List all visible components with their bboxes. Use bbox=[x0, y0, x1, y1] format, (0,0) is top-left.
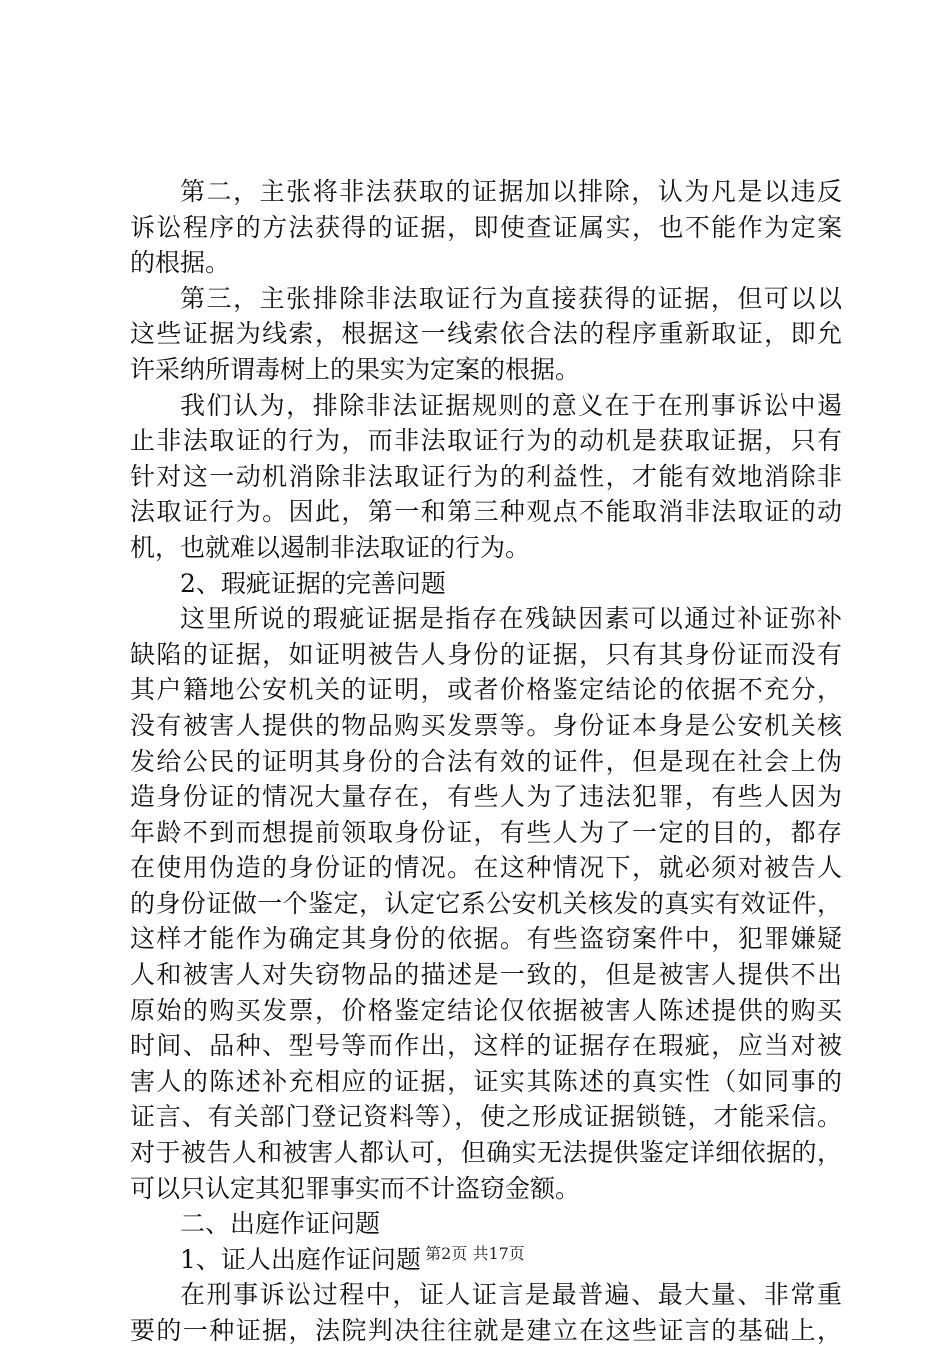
text-line: 这些证据为线索，根据这一线索依合法的程序重新取证，即允 bbox=[130, 319, 842, 349]
text-line: 可以只认定其犯罪事实而不计盗窃金额。 bbox=[130, 1173, 581, 1203]
text-line: 在刑事诉讼过程中，证人证言是最普遍、最大量、非常重 bbox=[180, 1280, 842, 1310]
text-line: 在使用伪造的身份证的情况。在这种情况下，就必须对被告人 bbox=[130, 853, 842, 883]
text-line: 我们认为，排除非法证据规则的意义在于在刑事诉讼中遏 bbox=[180, 390, 842, 420]
text-line: 诉讼程序的方法获得的证据，即使查证属实，也不能作为定案 bbox=[130, 212, 842, 242]
text-line: 许采纳所谓毒树上的果实为定案的根据。 bbox=[130, 354, 581, 384]
document-body bbox=[130, 174, 842, 1349]
text-line: 对于被告人和被害人都认可，但确实无法提供鉴定详细依据的， bbox=[130, 1138, 842, 1168]
text-line: 证言、有关部门登记资料等），使之形成证据锁链，才能采信。 bbox=[130, 1102, 842, 1132]
text-line: 时间、品种、型号等而作出，这样的证据存在瑕疵，应当对被 bbox=[130, 1031, 842, 1061]
text-line: 针对这一动机消除非法取证行为的利益性，才能有效地消除非 bbox=[130, 461, 842, 491]
text-line: 发给公民的证明其身份的合法有效的证件，但是现在社会上伪 bbox=[130, 746, 842, 776]
text-line: 其户籍地公安机关的证明，或者价格鉴定结论的依据不充分， bbox=[130, 675, 842, 705]
text-line: 缺陷的证据，如证明被告人身份的证据，只有其身份证而没有 bbox=[130, 639, 842, 669]
text-line: 2、瑕疵证据的完善问题 bbox=[180, 568, 446, 598]
text-line: 法取证行为。因此，第一和第三种观点不能取消非法取证的动 bbox=[130, 497, 842, 527]
text-line: 机，也就难以遏制非法取证的行为。 bbox=[130, 532, 531, 562]
text-line: 造身份证的情况大量存在，有些人为了违法犯罪，有些人因为 bbox=[130, 782, 842, 812]
text-line: 这样才能作为确定其身份的依据。有些盗窃案件中，犯罪嫌疑 bbox=[130, 924, 842, 954]
text-line: 止非法取证的行为，而非法取证行为的动机是获取证据，只有 bbox=[130, 426, 842, 456]
text-line: 年龄不到而想提前领取身份证，有些人为了一定的目的，都存 bbox=[130, 817, 842, 847]
page-footer: 第2页 共17页 bbox=[425, 1244, 525, 1263]
text-line: 要的一种证据，法院判决往往就是建立在这些证言的基础上， bbox=[130, 1316, 842, 1345]
text-line: 没有被害人提供的物品购买发票等。身份证本身是公安机关核 bbox=[130, 710, 842, 740]
text-line: 二、出庭作证问题 bbox=[180, 1209, 381, 1239]
text-line: 第三，主张排除非法取证行为直接获得的证据，但可以以 bbox=[180, 283, 842, 313]
text-line: 害人的陈述补充相应的证据，证实其陈述的真实性（如同事的 bbox=[130, 1066, 842, 1096]
text-line: 的根据。 bbox=[130, 248, 231, 278]
text-line: 这里所说的瑕疵证据是指存在残缺因素可以通过补证弥补 bbox=[180, 604, 842, 634]
text-line: 的身份证做一个鉴定，认定它系公安机关核发的真实有效证件， bbox=[130, 888, 842, 918]
text-line: 1、证人出庭作证问题 bbox=[180, 1244, 421, 1274]
text-line: 人和被害人对失窃物品的描述是一致的，但是被害人提供不出 bbox=[130, 960, 842, 990]
text-line: 原始的购买发票，价格鉴定结论仅依据被害人陈述提供的购买 bbox=[130, 995, 842, 1025]
text-line: 第二，主张将非法获取的证据加以排除，认为凡是以违反 bbox=[180, 177, 842, 206]
